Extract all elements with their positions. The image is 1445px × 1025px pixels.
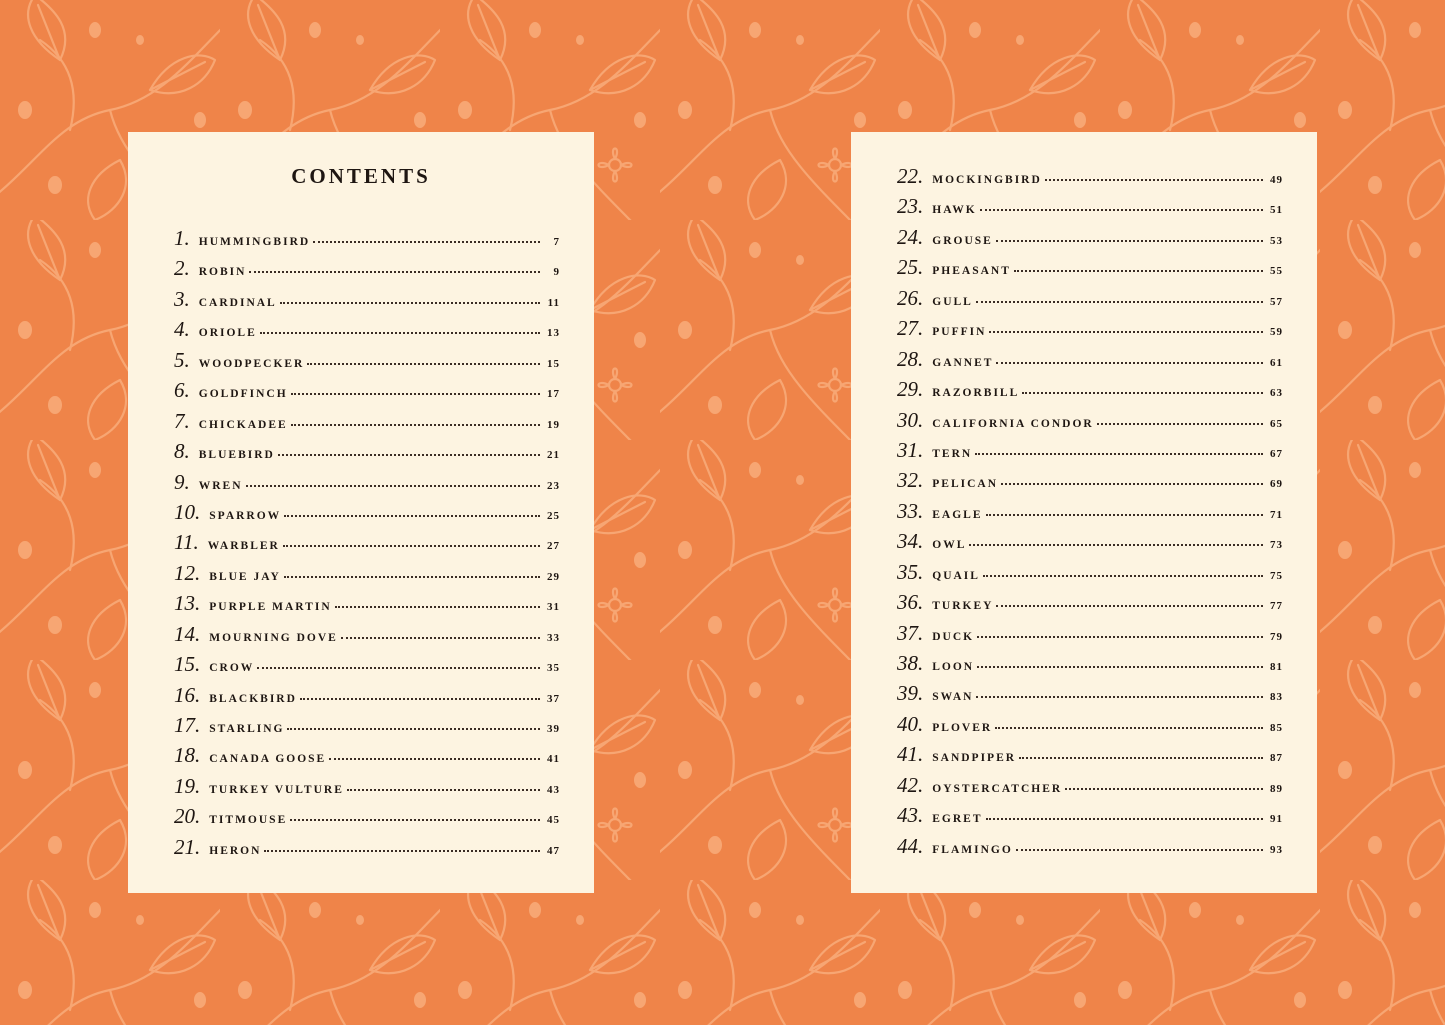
toc-entry[interactable] [174, 652, 560, 682]
entry-page-number: 77 [1270, 600, 1283, 613]
entry-title: CHICKADEE [198, 418, 288, 431]
toc-entry[interactable] [897, 560, 1283, 590]
dot-leader [980, 209, 1263, 211]
entry-number: 19. [174, 773, 201, 798]
entry-number: 26. [897, 285, 924, 310]
toc-entry[interactable] [897, 347, 1283, 377]
toc-entry[interactable] [174, 622, 560, 652]
entry-number: 21. [174, 834, 201, 859]
entry-title: PHEASANT [932, 265, 1011, 278]
entry-page-number: 51 [1270, 204, 1283, 217]
entry-page-number: 89 [1270, 782, 1283, 795]
page-title: CONTENTS [291, 164, 431, 188]
dot-leader [1001, 483, 1263, 485]
dot-leader [983, 575, 1263, 577]
entry-page-number: 47 [547, 844, 560, 857]
entry-number: 41. [897, 742, 924, 767]
dot-leader [995, 727, 1263, 729]
entry-number: 40. [897, 711, 924, 736]
toc-entry[interactable] [174, 378, 560, 408]
dot-leader [284, 515, 540, 517]
entry-page-number: 85 [1270, 721, 1283, 734]
entry-title: BLACKBIRD [209, 692, 297, 705]
toc-entry[interactable] [897, 529, 1283, 559]
entry-title: BLUEBIRD [198, 449, 275, 462]
toc-entry[interactable] [174, 439, 560, 469]
entry-title: HERON [209, 844, 262, 857]
toc-entry[interactable] [897, 316, 1283, 346]
entry-page-number: 71 [1270, 508, 1283, 521]
entry-page-number: 41 [547, 753, 560, 766]
toc-entry[interactable] [174, 561, 560, 591]
toc-entry[interactable] [174, 743, 560, 773]
entry-page-number: 23 [547, 479, 560, 492]
toc-entry[interactable] [174, 348, 560, 378]
toc-entry[interactable] [174, 409, 560, 439]
entry-number: 10. [174, 499, 201, 524]
entry-page-number: 25 [547, 509, 560, 522]
entry-page-number: 63 [1270, 387, 1283, 400]
toc-entry[interactable] [174, 317, 560, 347]
entry-number: 5. [174, 347, 190, 372]
entry-number: 25. [897, 255, 924, 280]
entry-page-number: 61 [1270, 356, 1283, 369]
entry-number: 23. [897, 194, 924, 219]
toc-list-left [174, 226, 560, 865]
entry-title: WREN [198, 479, 243, 492]
entry-title: ROBIN [198, 266, 247, 279]
entry-title: TURKEY [932, 600, 994, 613]
toc-entry[interactable] [897, 621, 1283, 651]
toc-entry[interactable] [174, 470, 560, 500]
entry-title: HAWK [932, 204, 977, 217]
toc-entry[interactable] [897, 499, 1283, 529]
entry-number: 12. [174, 560, 201, 585]
toc-entry[interactable] [174, 226, 560, 256]
dot-leader [264, 850, 540, 852]
entry-page-number: 9 [553, 266, 560, 279]
entry-number: 33. [897, 498, 924, 523]
toc-entry[interactable] [897, 194, 1283, 224]
entry-page-number: 13 [547, 327, 560, 340]
entry-title: WOODPECKER [198, 357, 305, 370]
toc-entry[interactable] [897, 408, 1283, 438]
entry-number: 32. [897, 468, 924, 493]
toc-entry[interactable] [174, 683, 560, 713]
dot-leader [329, 758, 540, 760]
dot-leader [307, 363, 540, 365]
toc-entry[interactable] [174, 804, 560, 834]
toc-entry[interactable] [897, 255, 1283, 285]
entry-page-number: 83 [1270, 691, 1283, 704]
entry-title: TURKEY VULTURE [209, 783, 344, 796]
entry-title: SANDPIPER [932, 752, 1017, 765]
entry-page-number: 31 [547, 601, 560, 614]
entry-number: 42. [897, 772, 924, 797]
entry-title: LOON [932, 661, 975, 673]
dot-leader [989, 331, 1263, 333]
entry-title: DUCK [932, 630, 975, 643]
entry-title: PELICAN [932, 478, 999, 491]
dot-leader [976, 301, 1263, 303]
dot-leader [1019, 757, 1263, 759]
toc-entry[interactable] [897, 681, 1283, 711]
entry-page-number: 45 [547, 814, 560, 827]
toc-entry[interactable] [174, 713, 560, 743]
entry-title: SWAN [932, 691, 974, 704]
dot-leader [1065, 788, 1263, 790]
entry-page-number: 39 [547, 723, 560, 735]
entry-title: CALIFORNIA CONDOR [932, 417, 1094, 430]
toc-entry[interactable] [897, 286, 1283, 316]
entry-number: 31. [897, 437, 924, 462]
entry-page-number: 49 [1270, 174, 1283, 186]
entry-title: STARLING [209, 723, 285, 735]
toc-entry[interactable] [897, 834, 1283, 864]
toc-entry[interactable] [174, 287, 560, 317]
entry-title: OYSTERCATCHER [932, 782, 1063, 795]
dot-leader [996, 605, 1263, 607]
entry-number: 11. [174, 530, 199, 555]
entry-number: 28. [897, 346, 924, 371]
entry-page-number: 73 [1270, 539, 1283, 552]
dot-leader [996, 240, 1263, 242]
dot-leader [300, 698, 540, 700]
toc-entry[interactable] [174, 774, 560, 804]
entry-title: GROUSE [932, 234, 993, 247]
entry-page-number: 93 [1270, 843, 1283, 856]
entry-page-number: 57 [1270, 295, 1283, 308]
entry-number: 14. [174, 621, 201, 646]
dot-leader [249, 271, 540, 273]
entry-title: CARDINAL [198, 296, 277, 309]
toc-entry[interactable] [897, 468, 1283, 498]
dot-leader [257, 667, 540, 669]
dot-leader [1022, 392, 1263, 394]
dot-leader [283, 545, 540, 547]
entry-title: EAGLE [932, 508, 983, 521]
contents-panel-left [128, 132, 594, 893]
entry-title: OWL [932, 539, 967, 552]
dot-leader [284, 576, 540, 578]
entry-number: 1. [174, 226, 190, 250]
entry-title: GOLDFINCH [198, 388, 288, 401]
entry-page-number: 87 [1270, 752, 1283, 765]
toc-entry[interactable] [897, 651, 1283, 681]
dot-leader [280, 302, 540, 304]
entry-title: CANADA GOOSE [209, 753, 327, 766]
toc-entry[interactable] [174, 500, 560, 530]
dot-leader [246, 485, 540, 487]
entry-number: 2. [174, 256, 190, 281]
dot-leader [291, 424, 540, 426]
contents-panel-right [851, 132, 1317, 893]
dot-leader [313, 241, 540, 243]
entry-number: 15. [174, 652, 201, 677]
entry-number: 35. [897, 559, 924, 584]
entry-title: QUAIL [932, 569, 980, 582]
entry-number: 43. [897, 803, 924, 828]
entry-title: FLAMINGO [932, 843, 1013, 856]
entry-number: 16. [174, 682, 201, 707]
dot-leader [347, 789, 540, 791]
dot-leader [969, 544, 1263, 546]
toc-list-right [897, 164, 1283, 864]
dot-leader [1045, 179, 1263, 181]
toc-entry[interactable] [174, 835, 560, 865]
entry-page-number: 67 [1270, 447, 1283, 460]
entry-page-number: 35 [547, 662, 560, 675]
entry-page-number: 19 [547, 418, 560, 431]
toc-entry[interactable] [897, 773, 1283, 803]
toc-entry[interactable] [174, 591, 560, 621]
dot-leader [287, 728, 540, 730]
entry-title: PUFFIN [932, 326, 987, 339]
entry-page-number: 75 [1270, 569, 1283, 582]
entry-number: 6. [174, 378, 190, 403]
entry-title: TERN [932, 447, 973, 460]
entry-title: RAZORBILL [932, 387, 1020, 400]
dot-leader [976, 696, 1263, 698]
toc-entry[interactable] [897, 164, 1283, 194]
entry-title: GANNET [932, 356, 994, 369]
entry-page-number: 69 [1270, 478, 1283, 491]
entry-page-number: 17 [547, 388, 560, 401]
entry-number: 34. [897, 529, 924, 554]
entry-page-number: 29 [547, 570, 560, 583]
toc-entry[interactable] [174, 530, 560, 560]
entry-page-number: 7 [553, 236, 560, 248]
entry-page-number: 11 [547, 296, 560, 309]
entry-title: EGRET [932, 813, 983, 826]
dot-leader [291, 393, 540, 395]
dot-leader [341, 637, 540, 639]
toc-entry[interactable] [897, 590, 1283, 620]
entry-title: PURPLE MARTIN [209, 601, 332, 614]
toc-entry[interactable] [897, 438, 1283, 468]
entry-title: CROW [209, 662, 255, 675]
entry-title: BLUE JAY [209, 570, 281, 583]
entry-page-number: 21 [547, 449, 560, 462]
entry-page-number: 65 [1270, 417, 1283, 430]
dot-leader [1097, 423, 1263, 425]
entry-number: 37. [897, 620, 924, 645]
entry-number: 29. [897, 377, 924, 402]
entry-title: ORIOLE [198, 327, 257, 340]
dot-leader [977, 636, 1263, 638]
toc-entry[interactable] [897, 803, 1283, 833]
dot-leader [986, 514, 1263, 516]
entry-title: MOURNING DOVE [209, 631, 338, 644]
dot-leader [260, 332, 540, 334]
entry-title: PLOVER [932, 721, 993, 734]
dot-leader [1014, 270, 1263, 272]
entry-page-number: 81 [1270, 661, 1283, 673]
dot-leader [977, 666, 1263, 668]
toc-entry[interactable] [897, 225, 1283, 255]
entry-number: 39. [897, 681, 924, 706]
entry-page-number: 79 [1270, 630, 1283, 643]
entry-title: TITMOUSE [209, 814, 288, 827]
dot-leader [975, 453, 1263, 455]
entry-page-number: 27 [547, 540, 560, 553]
entry-number: 4. [174, 317, 190, 342]
dot-leader [278, 454, 540, 456]
entry-number: 30. [897, 407, 924, 432]
entry-page-number: 43 [547, 783, 560, 796]
entry-title: MOCKINGBIRD [932, 174, 1042, 186]
entry-number: 38. [897, 651, 924, 675]
dot-leader [996, 362, 1263, 364]
entry-page-number: 53 [1270, 234, 1283, 247]
entry-number: 17. [174, 713, 201, 737]
entry-number: 9. [174, 469, 190, 494]
dot-leader [335, 606, 540, 608]
entry-page-number: 91 [1270, 813, 1283, 826]
entry-page-number: 33 [547, 631, 560, 644]
toc-entry[interactable] [897, 377, 1283, 407]
entry-title: SPARROW [209, 509, 282, 522]
toc-entry[interactable] [897, 712, 1283, 742]
entry-title: GULL [932, 295, 973, 308]
entry-number: 8. [174, 439, 190, 464]
entry-number: 22. [897, 164, 924, 188]
entry-number: 36. [897, 590, 924, 615]
entry-page-number: 55 [1270, 265, 1283, 278]
dot-leader [1016, 849, 1263, 851]
dot-leader [986, 818, 1263, 820]
entry-number: 3. [174, 286, 190, 311]
entry-number: 7. [174, 408, 190, 433]
toc-entry[interactable] [897, 742, 1283, 772]
dot-leader [290, 819, 540, 821]
entry-number: 18. [174, 743, 201, 768]
entry-page-number: 59 [1270, 326, 1283, 339]
entry-number: 24. [897, 224, 924, 249]
entry-page-number: 15 [547, 357, 560, 370]
toc-entry[interactable] [174, 256, 560, 286]
entry-title: HUMMINGBIRD [198, 236, 311, 248]
entry-number: 27. [897, 316, 924, 341]
entry-number: 44. [897, 833, 924, 858]
entry-title: WARBLER [207, 540, 280, 553]
entry-number: 20. [174, 804, 201, 829]
entry-page-number: 37 [547, 692, 560, 705]
entry-number: 13. [174, 591, 201, 616]
